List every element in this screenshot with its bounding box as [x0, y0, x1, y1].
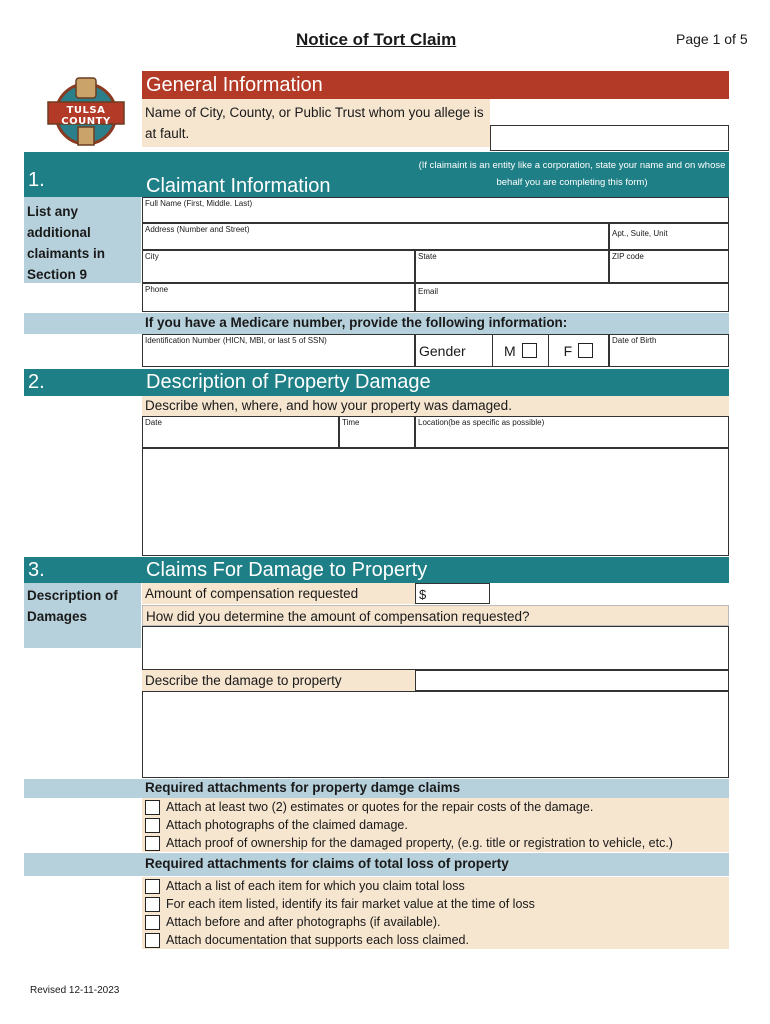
section-2-number: 2. — [28, 371, 45, 393]
amount-label: Amount of compensation requested — [142, 583, 415, 604]
attachment-label: Attach documentation that supports each loss claimed. — [166, 933, 469, 947]
attachment-item[interactable] — [142, 834, 729, 852]
amount-input[interactable]: $ — [415, 583, 490, 604]
attachment-checkbox[interactable] — [145, 800, 160, 815]
attachments-1-list — [142, 798, 729, 852]
logo-text: TULSA COUNTY — [61, 105, 111, 127]
attachments-2-list — [142, 877, 729, 949]
describe-damage-label: Describe the damage to property — [142, 670, 415, 691]
gender-female-label: F — [563, 342, 573, 359]
at-fault-entity-input[interactable] — [490, 125, 729, 151]
attachment-item[interactable] — [142, 877, 729, 895]
attachment-label: Attach at least two (2) estimates or quotes for the repair costs of the damage. — [166, 800, 594, 814]
damage-time-field[interactable]: Time — [339, 416, 415, 448]
attachment-label: Attach proof of ownership for the damaged property, (e.g. title or registration to vehicle, etc.) — [166, 836, 673, 850]
gender-female-option[interactable] — [548, 334, 608, 367]
section-1-side-note: List any additional claimants in Section 9 — [24, 197, 141, 283]
gender-male-option[interactable] — [492, 334, 548, 367]
revised-date: Revised 12-11-2023 — [30, 985, 120, 996]
gender-label: Gender — [419, 342, 466, 359]
page-number: Page 1 of 5 — [676, 31, 748, 47]
damage-location-field[interactable]: Location(be as specific as possible) — [415, 416, 729, 448]
attachment-item[interactable] — [142, 913, 729, 931]
apt-field[interactable]: Apt., Suite, Unit — [609, 223, 729, 250]
gender-male-label: M — [504, 342, 516, 359]
tulsa-county-logo — [46, 72, 126, 152]
attachment-label: Attach a list of each item for which you claim total loss — [166, 879, 465, 893]
at-fault-question: Name of City, County, or Public Trust whom you allege is at fault. — [142, 99, 490, 147]
attachment-label: Attach photographs of the claimed damage. — [166, 818, 408, 832]
date-of-birth-field[interactable]: Date of Birth — [609, 334, 729, 367]
attachment-item[interactable] — [142, 895, 729, 913]
attachment-checkbox[interactable] — [145, 879, 160, 894]
attachment-item[interactable] — [142, 816, 729, 834]
email-field[interactable]: Email — [415, 283, 729, 312]
address-field[interactable]: Address (Number and Street) — [142, 223, 609, 250]
page-title: Notice of Tort Claim — [296, 30, 457, 49]
attachment-label: Attach before and after photographs (if available). — [166, 915, 441, 929]
attachment-checkbox[interactable] — [145, 836, 160, 851]
medicare-heading: If you have a Medicare number, provide the following information: — [145, 315, 568, 330]
damage-description-textarea[interactable] — [142, 448, 729, 556]
attachment-item[interactable] — [142, 798, 729, 816]
phone-field[interactable]: Phone — [142, 283, 415, 312]
how-determined-label: How did you determine the amount of compensation requested? — [142, 605, 729, 626]
section-1-number: 1. — [28, 169, 45, 191]
attachments-1-heading: Required attachments for property damge claims — [145, 780, 461, 795]
gender-male-checkbox[interactable] — [522, 343, 537, 358]
attachment-checkbox[interactable] — [145, 915, 160, 930]
how-determined-input[interactable] — [142, 626, 729, 670]
gender-female-checkbox[interactable] — [578, 343, 593, 358]
section-3-number: 3. — [28, 559, 45, 581]
identification-number-field[interactable]: Identification Number (HICN, MBI, or last 5 of SSN) — [142, 334, 415, 367]
attachment-checkbox[interactable] — [145, 933, 160, 948]
attachment-checkbox[interactable] — [145, 897, 160, 912]
describe-damage-textarea[interactable] — [142, 691, 729, 778]
state-field[interactable]: State — [415, 250, 609, 283]
zip-field[interactable]: ZIP code — [609, 250, 729, 283]
describe-damage-inline-input[interactable] — [415, 670, 729, 691]
section-1-title: Claimant Information — [146, 175, 331, 197]
city-field[interactable]: City — [142, 250, 415, 283]
attachments-2-heading: Required attachments for claims of total loss of property — [145, 856, 509, 871]
section-3-title: Claims For Damage to Property — [146, 559, 428, 581]
section-1-note: (If claimaint is an entity like a corporation, state your name and on whose behalf you are completing this form) — [418, 160, 726, 188]
damage-prompt: Describe when, where, and how your property was damaged. — [142, 396, 729, 416]
section-3-side-note: Description of Damages — [24, 583, 141, 648]
attachment-item[interactable] — [142, 931, 729, 949]
general-info-heading: General Information — [142, 71, 729, 99]
attachment-label: For each item listed, identify its fair market value at the time of loss — [166, 897, 535, 911]
full-name-field[interactable]: Full Name (First, Middle. Last) — [142, 197, 729, 223]
damage-date-field[interactable]: Date — [142, 416, 339, 448]
gender-group — [415, 334, 609, 367]
attachment-checkbox[interactable] — [145, 818, 160, 833]
section-2-title: Description of Property Damage — [146, 371, 431, 393]
